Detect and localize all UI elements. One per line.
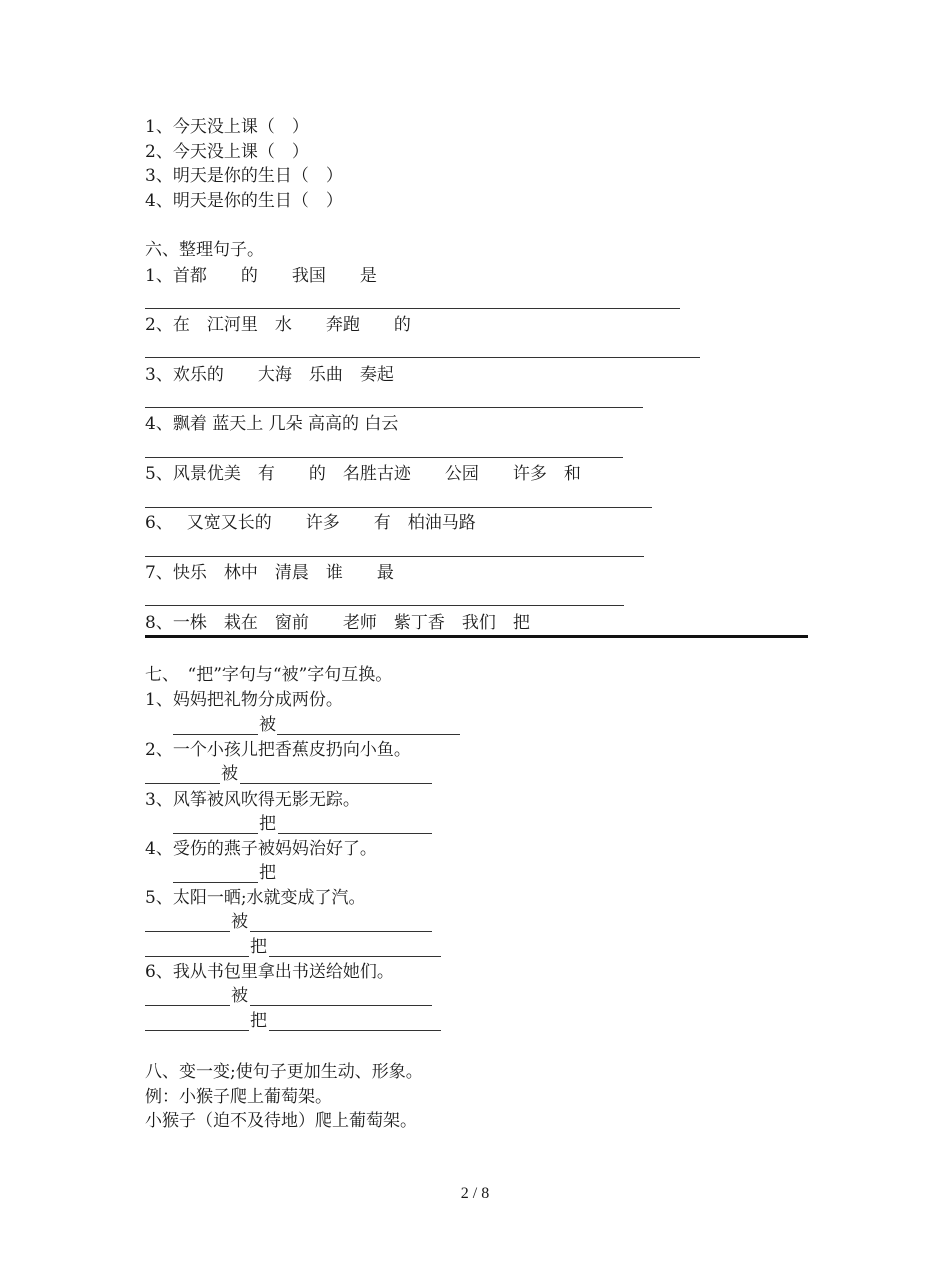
blank-line: [173, 734, 258, 735]
answer-line: [145, 308, 680, 309]
blank-line: [145, 956, 249, 957]
sentence: 4、受伤的燕子被妈妈治好了。: [145, 839, 377, 859]
item-line: 1、今天没上课（ ）: [145, 117, 309, 137]
reorder-item: 3、欢乐的 大海 乐曲 奏起: [145, 365, 394, 385]
blank-keyword: 被: [231, 912, 248, 932]
reorder-item: 5、风景优美 有 的 名胜古迹 公园 许多 和: [145, 464, 581, 484]
blank-line: [250, 1005, 432, 1006]
blank-keyword: 被: [259, 715, 276, 735]
blank-keyword: 把: [250, 937, 267, 957]
blank-line: [145, 1030, 249, 1031]
answer-line: [145, 357, 700, 358]
blank-line: [278, 833, 432, 834]
page-number: 2 / 8: [460, 1185, 490, 1202]
blank-line: [173, 882, 258, 883]
blank-keyword: 被: [231, 986, 248, 1006]
sentence: 5、太阳一晒;水就变成了汽。: [145, 888, 366, 908]
reorder-item: 6、 又宽又长的 许多 有 柏油马路: [145, 513, 476, 533]
example-label: 例：小猴子爬上葡萄架。: [145, 1087, 332, 1107]
sentence: 1、妈妈把礼物分成两份。: [145, 690, 343, 710]
blank-line: [240, 783, 432, 784]
item-line: 2、今天没上课（ ）: [145, 142, 309, 162]
blank-line: [269, 956, 441, 957]
sentence: 2、一个小孩儿把香蕉皮扔向小鱼。: [145, 740, 411, 760]
section-title: 八、变一变;使句子更加生动、形象。: [145, 1062, 423, 1082]
sentence: 6、我从书包里拿出书送给她们。: [145, 962, 394, 982]
sentence: 3、风筝被风吹得无影无踪。: [145, 790, 360, 810]
section-divider: [145, 635, 808, 638]
blank-line: [277, 734, 460, 735]
item-line: 4、明天是你的生日（ ）: [145, 191, 343, 211]
reorder-item: 1、首都 的 我国 是: [145, 266, 377, 286]
blank-line: [250, 931, 432, 932]
blank-keyword: 把: [259, 863, 276, 883]
blank-keyword: 被: [221, 764, 238, 784]
reorder-item: 7、快乐 林中 清晨 谁 最: [145, 563, 394, 583]
blank-line: [145, 931, 230, 932]
section-title: 七、 “把”字句与“被”字句互换。: [145, 665, 393, 685]
answer-line: [145, 407, 643, 408]
blank-keyword: 把: [259, 814, 276, 834]
blank-line: [269, 1030, 441, 1031]
answer-line: [145, 605, 624, 606]
reorder-item: 4、飘着 蓝天上 几朵 高高的 白云: [145, 414, 399, 434]
answer-line: [145, 507, 652, 508]
answer-line: [145, 457, 623, 458]
blank-line: [145, 1005, 230, 1006]
reorder-item: 2、在 江河里 水 奔跑 的: [145, 315, 411, 335]
example-result: 小猴子（迫不及待地）爬上葡萄架。: [145, 1111, 417, 1131]
item-line: 3、明天是你的生日（ ）: [145, 166, 343, 186]
section-title: 六、整理句子。: [145, 240, 264, 260]
blank-keyword: 把: [250, 1011, 267, 1031]
blank-line: [173, 833, 258, 834]
blank-line: [145, 783, 220, 784]
answer-line: [145, 556, 644, 557]
reorder-item: 8、一株 栽在 窗前 老师 紫丁香 我们 把: [145, 613, 530, 633]
